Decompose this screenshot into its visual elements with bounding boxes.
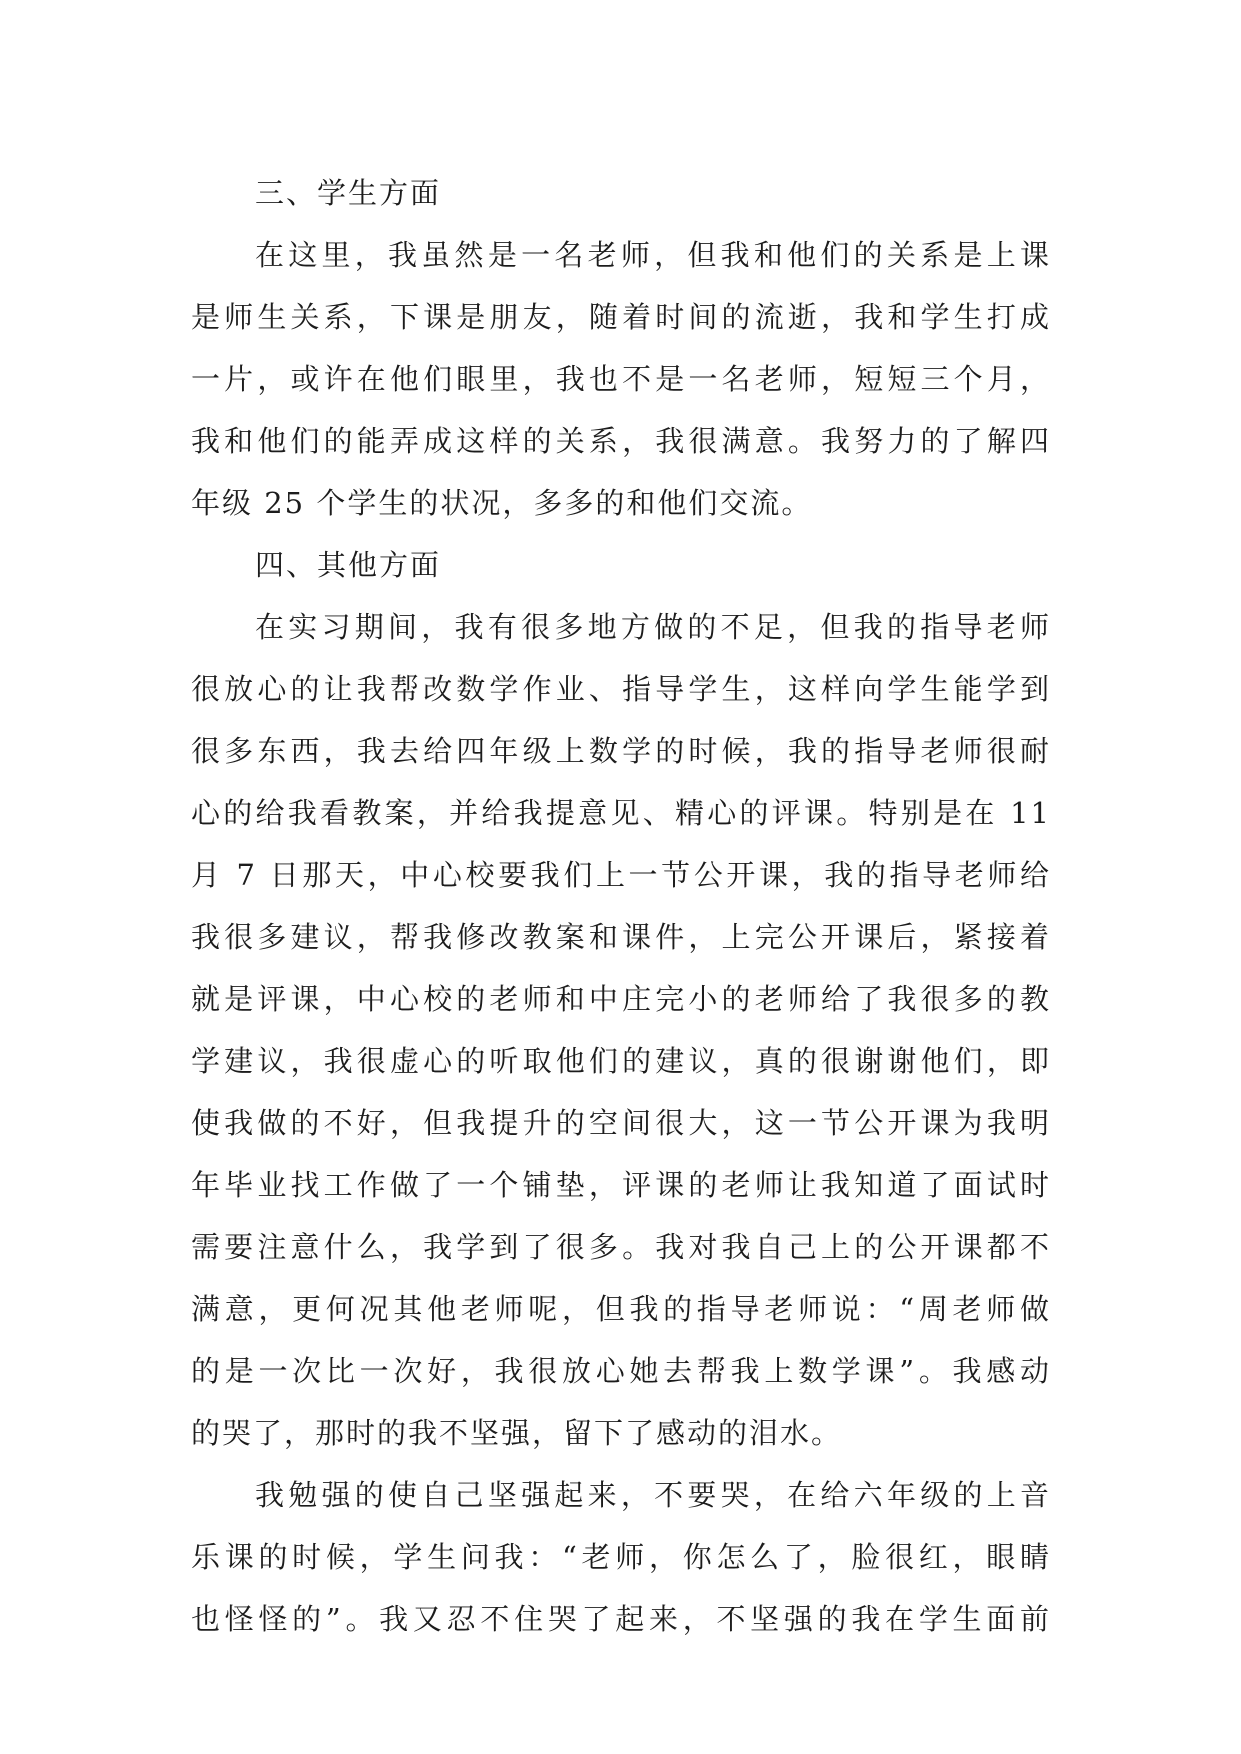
paragraph-line: 在这里，我虽然是一名老师，但我和他们的关系是上课 [255, 238, 1051, 272]
paragraph-line: 很放心的让我帮改数学作业、指导学生，这样向学生能学到 [191, 672, 1051, 706]
paragraph-line: 满意，更何况其他老师呢，但我的指导老师说：“周老师做 [191, 1292, 1051, 1326]
paragraph-line: 学建议，我很虚心的听取他们的建议，真的很谢谢他们，即 [191, 1044, 1051, 1078]
paragraph-line: 的哭了，那时的我不坚强，留下了感动的泪水。 [191, 1416, 843, 1450]
paragraph-line: 需要注意什么，我学到了很多。我对我自己上的公开课都不 [191, 1230, 1051, 1264]
paragraph-line: 很多东西，我去给四年级上数学的时候，我的指导老师很耐 [191, 734, 1051, 768]
paragraph-line: 年毕业找工作做了一个铺垫，评课的老师让我知道了面试时 [191, 1168, 1051, 1202]
heading-text: 三、学生方面 [255, 176, 442, 210]
paragraph-line: 在实习期间，我有很多地方做的不足，但我的指导老师 [255, 610, 1051, 644]
paragraph-line: 我勉强的使自己坚强起来，不要哭，在给六年级的上音 [255, 1478, 1051, 1512]
paragraph-line: 我很多建议，帮我修改教案和课件，上完公开课后，紧接着 [191, 920, 1051, 954]
section-heading-other [191, 534, 1051, 596]
document-body [191, 162, 1051, 1650]
paragraph-line: 我和他们的能弄成这样的关系，我很满意。我努力的了解四 [191, 424, 1051, 458]
paragraph-line: 乐课的时候，学生问我：“老师，你怎么了，脸很红，眼睛 [191, 1540, 1051, 1574]
paragraph-other [191, 596, 1051, 1464]
paragraph-line: 心的给我看教案，并给我提意见、精心的评课。特别是在 11 [191, 796, 1051, 830]
paragraph-line: 的是一次比一次好，我很放心她去帮我上数学课”。我感动 [191, 1354, 1051, 1388]
section-heading-students [191, 162, 1051, 224]
paragraph-line: 就是评课，中心校的老师和中庄完小的老师给了我很多的教 [191, 982, 1051, 1016]
paragraph-line: 也怪怪的”。我又忍不住哭了起来，不坚强的我在学生面前 [191, 1602, 1051, 1636]
paragraph-line: 一片，或许在他们眼里，我也不是一名老师，短短三个月， [191, 362, 1051, 396]
paragraph-line: 年级 25 个学生的状况，多多的和他们交流。 [191, 486, 813, 520]
paragraph-students [191, 224, 1051, 534]
paragraph-crying [191, 1464, 1051, 1650]
heading-text: 四、其他方面 [255, 548, 442, 582]
paragraph-line: 月 7 日那天，中心校要我们上一节公开课，我的指导老师给 [191, 858, 1051, 892]
paragraph-line: 使我做的不好，但我提升的空间很大，这一节公开课为我明 [191, 1106, 1051, 1140]
paragraph-line: 是师生关系，下课是朋友，随着时间的流逝，我和学生打成 [191, 300, 1051, 334]
